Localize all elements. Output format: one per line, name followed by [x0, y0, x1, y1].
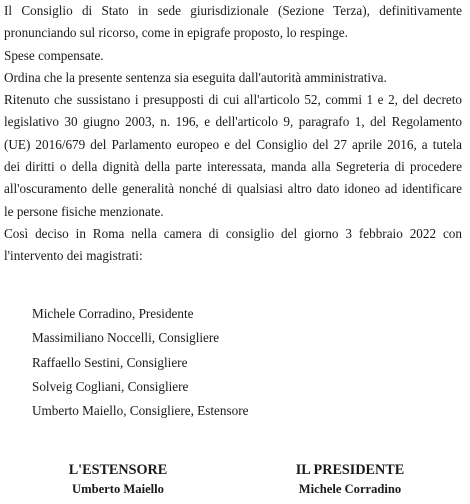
- text-line: Così deciso in Roma nella camera di consiglio del giorno 3 febbraio 2022 con: [4, 225, 462, 241]
- text-line: all'oscuramento delle generalità nonché di qualsiasi altro dato idoneo ad identificare: [4, 181, 462, 197]
- signature-name: Michele Corradino: [298, 482, 402, 496]
- paragraph-dispositivo: [4, 0, 462, 45]
- document-body: [4, 0, 462, 268]
- text-line: legislativo 30 giugno 2003, n. 196, e dell'articolo 9, paragrafo 1, del Regolamento: [4, 114, 462, 130]
- paragraph-spese: [4, 45, 462, 67]
- text-line: Il Consiglio di Stato in sede giurisdizionale (Sezione Terza), definitivamente: [4, 3, 462, 18]
- text-line: dei diritti o della dignità della parte interessata, manda alla Segreteria di procedere: [4, 159, 462, 175]
- text-line: (UE) 2016/679 del Parlamento europeo e del Consiglio del 27 aprile 2016, a tutela: [4, 136, 462, 152]
- magistrate-item: Massimiliano Noccelli, Consigliere: [32, 330, 220, 346]
- paragraph-ordina: [4, 67, 462, 89]
- paragraph-privacy: [4, 89, 462, 223]
- paragraph-deciso: [4, 223, 462, 268]
- text-line: l'intervento dei magistrati:: [4, 248, 143, 264]
- text-line: pronunciando sul ricorso, come in epigrafe proposto, lo respinge.: [4, 25, 348, 41]
- magistrate-item: Umberto Maiello, Consigliere, Estensore: [32, 403, 249, 419]
- text-line: Ordina che la presente sentenza sia eseguita dall'autorità amministrativa.: [4, 69, 387, 85]
- text-line: le persone fisiche menzionate.: [4, 203, 164, 219]
- text-line: Ritenuto che sussistano i presupposti di cui all'articolo 52, commi 1 e 2, del decreto: [4, 92, 462, 108]
- signature-role: L'ESTENSORE: [68, 462, 168, 478]
- signature-presidente: [270, 460, 430, 498]
- magistrates-list: [32, 302, 248, 423]
- signature-name: Umberto Maiello: [72, 482, 164, 496]
- signature-role: IL PRESIDENTE: [295, 462, 405, 478]
- magistrate-item: Solveig Cogliani, Consigliere: [32, 378, 189, 394]
- signature-estensore: [48, 460, 188, 498]
- magistrate-item: Raffaello Sestini, Consigliere: [32, 354, 188, 370]
- text-line: Spese compensate.: [4, 47, 104, 63]
- magistrate-item: Michele Corradino, Presidente: [32, 306, 194, 321]
